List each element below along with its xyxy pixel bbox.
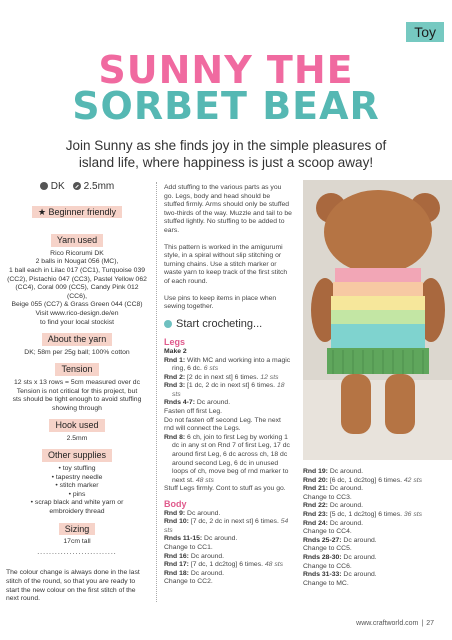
legs-note: Fasten off first Leg. [164,408,223,416]
dotted-divider: ........................... [37,548,117,556]
tension-heading: Tension [55,363,98,376]
instruction-row: Rnd 1: With MC and working into a magic ring, 6 dc. 6 sts [164,356,291,373]
note-paragraph: This pattern is worked in the amigurumi style, in a spiral without slip stitching or turning chains. Use a stitch marker or waste yarn to keep track of the first stitch of each round. [164,243,288,285]
tension-line: showing through [52,404,102,412]
instruction-row: Rnd 2: [2 dc in next st] 6 times. 12 sts [164,373,279,381]
about-yarn-heading: About the yarn [42,333,113,346]
yarn-used-list [6,250,148,327]
supply-item: • tapestry needle [51,473,103,481]
yarn-line: Rico Ricorumi DK [50,249,104,257]
instruction-row: Change to CC2. [164,578,213,586]
start-heading: Start crocheting... [164,320,292,329]
instruction-row: Rnd 17: [7 dc, 1 dc2tog] 6 times. 48 sts [164,561,284,569]
instruction-row: Change to CC1. [164,543,213,551]
instruction-row: Rnd 10: [7 dc, 2 dc in next st] 6 times. 54 sts [164,518,289,534]
instruction-row: Rnds 11-15: Dc around. [164,535,238,543]
intro-notes [164,184,292,312]
instruction-row: Change to CC3. [303,493,352,501]
intro-text: Join Sunny as she finds joy in the simple pleasures of island life, where happiness is just a scoop away! [65,138,387,170]
yarn-line: (CC2), Pistachio 047 (CC3), Pastel Yellow 062 [7,275,147,283]
body-instructions [164,510,292,587]
legs-instructions [164,357,292,409]
sizing-text: 17cm tall [63,538,91,546]
tension-line: sts should be tight enough to avoid stuffing [12,396,142,404]
footer-site: www.craftworld.com [356,620,419,627]
instruction-row: Rnd 16: Dc around. [164,552,225,560]
about-yarn-text: DK; 58m per 25g ball; 100% cotton [24,348,130,356]
supplies-list [6,465,148,517]
column-divider [156,182,157,602]
instruction-row: Change to MC. [303,579,349,587]
legs-heading: Legs [164,337,186,348]
yarn-line: Beige 055 (CC7) & Grass Green 044 (CC8) [11,301,143,309]
instruction-row: Rnd 23: [5 dc, 1 dc2tog] 6 times. 36 sts [303,510,423,518]
instruction-row: Rnds 28-30: Dc around. [303,553,377,561]
yarn-line: 1 ball each in Lilac 017 (CC1), Turquoise 039 [8,266,146,274]
supply-item: embroidery thread [49,508,105,516]
note-paragraph: Use pins to keep items in place when sewing together. [164,294,277,311]
hook-icon [73,182,81,190]
supply-item: • scrap black and white yarn or [30,499,124,507]
tension-line: 12 sts x 13 rows = 5cm measured over dc [14,378,140,386]
instruction-row: Rnd 24: Dc around. [303,519,364,527]
instruction-row: Rnd 3: [1 dc, 2 dc in next st] 6 times. 18 sts [164,382,285,398]
middle-column [164,184,292,587]
hook-used-heading: Hook used [49,419,104,432]
colour-note: The colour change is always done in the last stitch of the round, so that you are ready to start the new colour on the first stitch of the next round. [6,569,140,603]
yarn-ball-icon [40,182,48,190]
instruction-row: Rnd 22: Dc around. [303,502,364,510]
instruction-row: Change to CC5. [303,545,352,553]
instruction-row: Change to CC6. [303,562,352,570]
bear-illustration [303,180,452,460]
instruction-row: Rnd 20: [6 dc, 1 dc2tog] 6 times. 42 sts [303,476,423,484]
supply-item: • toy stuffing [58,465,96,473]
body-instructions-cont [303,468,452,588]
instruction-row: Rnd 19: Dc around. [303,468,364,475]
instruction-row: Rnd 9: Dc around. [164,509,221,517]
hook-size: 2.5mm [83,181,115,192]
other-supplies-heading: Other supplies [42,449,112,462]
note-paragraph: Add stuffing to the various parts as you go. Legs, body and head should be stuffed firmly. Arms should only be stuffed two-thirds of the way. Muzzle and tail to be stuffed lightly. No stuffing to be added to ears. [164,184,292,234]
legs-note: Do not fasten off second Leg. The next rnd will connect the Legs. [164,416,281,433]
left-column [6,180,148,604]
yarn-weight: DK [50,181,65,192]
level-badge: ★ Beginner friendly [32,206,122,219]
right-column [303,468,452,588]
tension-line: Tension is not critical for this project, but [16,387,138,395]
hook-used-text: 2.5mm [66,434,88,442]
instruction-row: Rnd 8: 6 ch, join to first Leg by working 1 dc in any st on Rnd 7 of first Leg, 17 dc around first Leg, 6 dc across ch, 18 dc around second Leg, 6 dc in unused loops of ch, move beg of rnd marker to next st. 48 sts [164,433,290,484]
yarn-line: (CC4), Coral 009 (CC5), Candy Pink 012 (CC6), [15,284,139,300]
tension-text [6,379,148,413]
yarn-used-heading: Yarn used [51,234,103,247]
section-tag: Toy [406,22,444,42]
title-line-2: SORBET BEAR [72,84,380,128]
instruction-row: Rnds 4-7: Dc around. [164,399,231,407]
instruction-row: Rnds 25-27: Dc around. [303,536,377,544]
legs-make: Make 2 [164,347,187,355]
spec-row [6,182,148,192]
supply-item: • pins [68,490,86,498]
title-line-1: SUNNY THE [98,48,354,92]
instruction-row: Rnd 18: Dc around. [164,569,225,577]
page-number: 27 [426,620,434,627]
supply-item: • stitch marker [55,482,99,490]
page-footer: www.craftworld.com | 27 [356,620,434,627]
instruction-row: Rnd 21: Dc around. [303,485,364,493]
yarn-line: Visit www.rico-design.de/en [35,309,119,317]
yarn-line: 2 balls in Nougat 056 (MC), [35,258,119,266]
instruction-row: Rnds 31-33: Dc around. [303,571,377,579]
legs-stuff-note: Stuff Legs firmly. Cont to stuff as you go. [164,485,286,493]
sizing-heading: Sizing [59,523,96,536]
legs-rnd8 [164,434,292,486]
instruction-row: Change to CC4. [303,528,352,536]
legs-notes [164,408,292,434]
body-heading: Body [164,499,187,509]
yarn-line: to find your local stockist [39,318,115,326]
bullet-icon [164,320,172,328]
bear-photo [303,180,452,460]
